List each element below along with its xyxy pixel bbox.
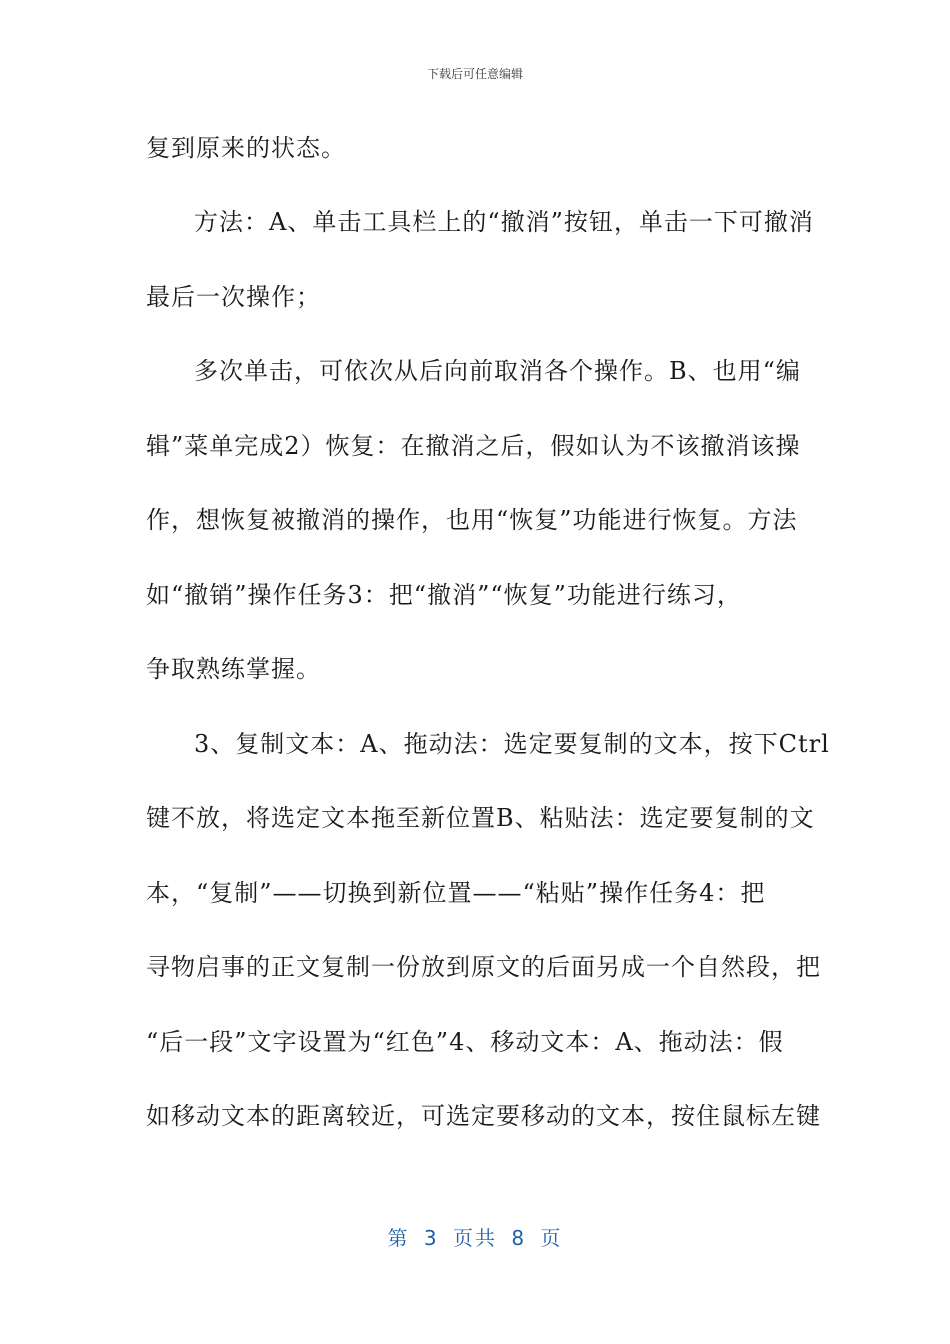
text-line-4: 多次单击，可依次从后向前取消各个操作。B、也用“编	[194, 357, 801, 385]
text-line-11: 本，“复制”——切换到新位置——“粘贴”操作任务4：把	[146, 879, 766, 907]
page-footer: 第 3 页共 8 页	[387, 1226, 563, 1250]
text-line-13: “后一段”文字设置为“红色”4、移动文本：A、拖动法：假	[146, 1028, 784, 1056]
text-line-7: 如“撤销”操作任务3：把“撤消”“恢复”功能进行练习，	[146, 581, 742, 609]
text-line-6: 作，想恢复被撤消的操作，也用“恢复”功能进行恢复。方法	[146, 506, 798, 534]
text-line-5: 辑”菜单完成2）恢复：在撤消之后，假如认为不该撤消该操	[146, 432, 801, 460]
text-line-14: 如移动文本的距离较近，可选定要移动的文本，按住鼠标左键	[146, 1102, 821, 1130]
text-line-3: 最后一次操作；	[146, 283, 321, 311]
text-line-8: 争取熟练掌握。	[146, 655, 321, 683]
page-header: 下载后可任意编辑	[426, 67, 523, 81]
text-line-10: 键不放，将选定文本拖至新位置B、粘贴法：选定要复制的文	[146, 804, 815, 832]
text-line-12: 寻物启事的正文复制一份放到原文的后面另成一个自然段，把	[146, 953, 821, 981]
text-line-2: 方法：A、单击工具栏上的“撤消”按钮，单击一下可撤消	[194, 208, 814, 236]
text-line-1: 复到原来的状态。	[146, 134, 346, 162]
text-line-9: 3、复制文本：A、拖动法：选定要复制的文本，按下Ctrl	[194, 730, 830, 758]
